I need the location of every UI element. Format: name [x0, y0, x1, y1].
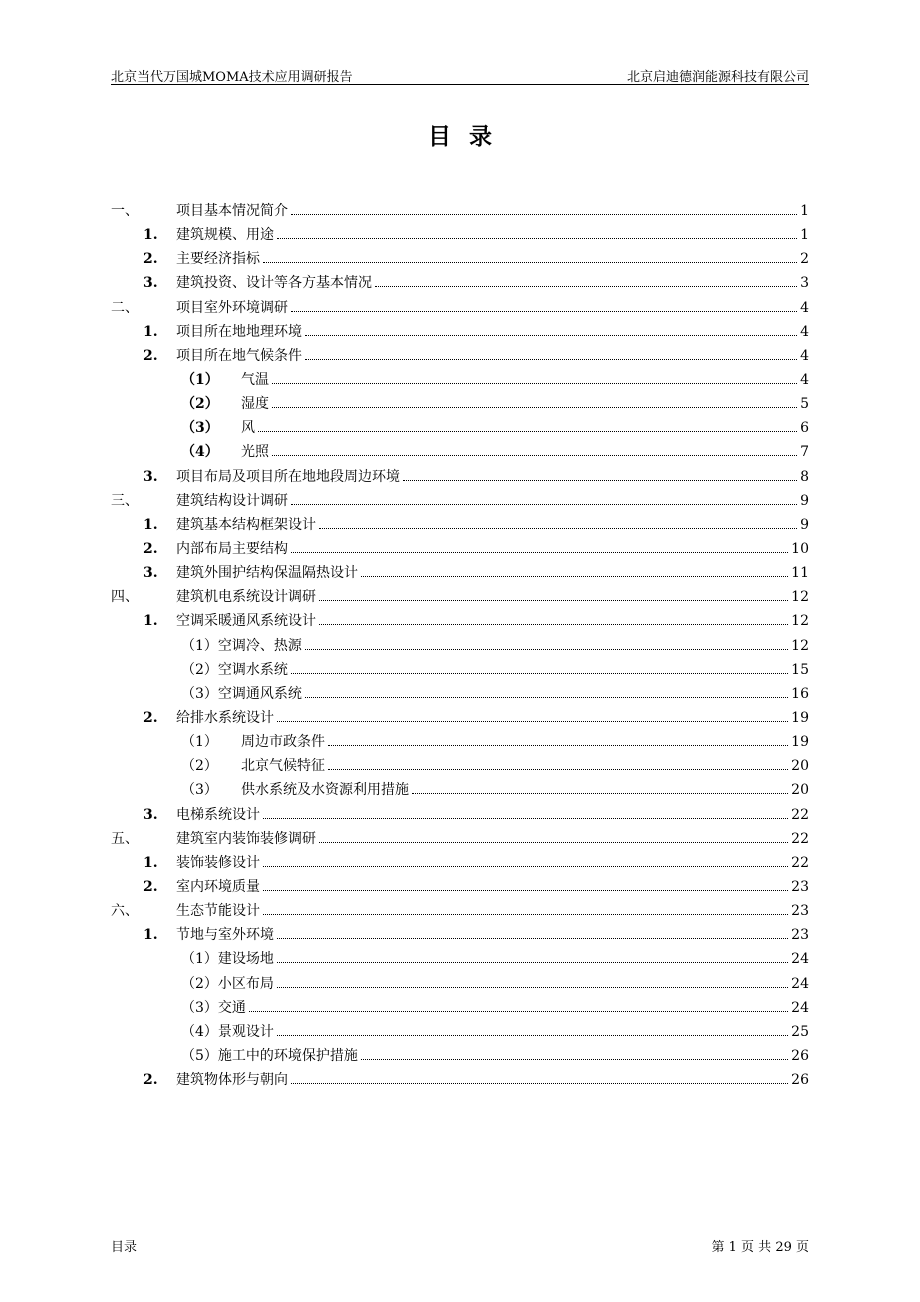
toc-entry-title: 湿度	[241, 396, 269, 413]
toc-dot-leader	[263, 852, 788, 867]
toc-entry-title: 项目布局及项目所在地地段周边环境	[176, 468, 400, 485]
toc-entry-number: 2.	[143, 878, 158, 895]
toc-entry-title: 建筑投资、设计等各方基本情况	[176, 275, 372, 292]
toc-dot-leader	[361, 1045, 788, 1060]
toc-entry-page: 4	[800, 371, 809, 388]
toc-entry[interactable]	[111, 997, 809, 1021]
toc-entry-title: 装饰装修设计	[176, 854, 260, 871]
toc-entry-page: 23	[791, 878, 809, 895]
toc-entry-page: 4	[800, 347, 809, 364]
toc-dot-leader	[258, 417, 797, 432]
toc-entry-number: （2）	[181, 396, 219, 413]
toc-dot-leader	[263, 804, 788, 819]
toc-entry-title: 建筑规模、用途	[176, 227, 274, 244]
page-title: 目录	[428, 123, 510, 150]
toc-dot-leader	[291, 490, 797, 505]
toc-entry-number: 1.	[143, 323, 158, 340]
header-report-title: 北京当代万国城MOMA技术应用调研报告	[111, 70, 353, 85]
toc-entry[interactable]	[111, 876, 809, 900]
toc-entry[interactable]	[111, 345, 809, 369]
toc-dot-leader	[277, 707, 788, 722]
toc-entry[interactable]	[111, 200, 809, 224]
toc-entry[interactable]	[111, 417, 809, 441]
toc-dot-leader	[319, 514, 797, 529]
toc-dot-leader	[305, 345, 797, 360]
toc-entry-title: （3）交通	[181, 999, 246, 1016]
toc-entry-number: 1.	[143, 227, 158, 244]
toc-entry-page: 6	[800, 420, 809, 437]
toc-dot-leader	[291, 1069, 788, 1084]
toc-entry-number: 四、	[111, 589, 139, 606]
toc-entry-title: （2）小区布局	[181, 975, 274, 992]
toc-entry-page: 20	[791, 782, 809, 799]
toc-entry-number: 三、	[111, 492, 139, 509]
toc-entry-title: 北京气候特征	[241, 758, 325, 775]
toc-entry-page: 1	[800, 227, 809, 244]
toc-entry-page: 24	[791, 975, 809, 992]
toc-entry-page: 4	[800, 299, 809, 316]
toc-dot-leader	[305, 683, 788, 698]
toc-entry[interactable]	[111, 683, 809, 707]
toc-entry-number: 五、	[111, 830, 139, 847]
toc-entry-page: 22	[791, 806, 809, 823]
toc-entry-page: 9	[800, 492, 809, 509]
toc-entry[interactable]	[111, 321, 809, 345]
toc-entry-title: 建筑外围护结构保温隔热设计	[176, 565, 358, 582]
toc-entry-number: 3.	[143, 806, 158, 823]
toc-dot-leader	[319, 586, 788, 601]
toc-entry-page: 9	[800, 516, 809, 533]
toc-entry-title: 项目所在地地理环境	[176, 323, 302, 340]
toc-dot-leader	[272, 441, 797, 456]
toc-entry[interactable]	[111, 538, 809, 562]
toc-entry[interactable]	[111, 441, 809, 465]
toc-entry[interactable]	[111, 948, 809, 972]
toc-entry-page: 8	[800, 468, 809, 485]
toc-entry-title: 供水系统及水资源利用措施	[241, 782, 409, 799]
toc-dot-leader	[263, 900, 788, 915]
toc-entry-page: 23	[791, 903, 809, 920]
toc-dot-leader	[277, 973, 788, 988]
toc-entry-title: 建筑结构设计调研	[176, 492, 288, 509]
toc-entry[interactable]	[111, 224, 809, 248]
toc-dot-leader	[291, 297, 797, 312]
toc-entry[interactable]	[111, 924, 809, 948]
toc-entry-number: （4）	[181, 444, 219, 461]
toc-entry[interactable]	[111, 586, 809, 610]
toc-entry[interactable]	[111, 731, 809, 755]
toc-entry-number: 3.	[143, 468, 158, 485]
toc-entry-title: 空调采暖通风系统设计	[176, 613, 316, 630]
toc-entry[interactable]	[111, 1021, 809, 1045]
toc-dot-leader	[263, 248, 797, 263]
footer-page-number: 第 1 页 共 29 页	[711, 1240, 809, 1255]
toc-entry-title: 项目基本情况简介	[176, 203, 288, 219]
toc-entry[interactable]	[111, 490, 809, 514]
toc-entry-title: 内部布局主要结构	[176, 540, 288, 557]
toc-dot-leader	[319, 828, 788, 843]
toc-entry-number: 二、	[111, 299, 139, 316]
footer-section-label: 目录	[111, 1240, 138, 1255]
toc-entry-number: （1）	[181, 371, 219, 388]
toc-dot-leader	[375, 272, 797, 287]
toc-dot-leader	[403, 466, 797, 481]
toc-entry-page: 16	[791, 685, 809, 702]
toc-entry[interactable]	[111, 272, 809, 296]
toc-entry-page: 15	[791, 661, 809, 678]
toc-entry-title: 光照	[241, 444, 269, 461]
toc-entry-title: 生态节能设计	[176, 903, 260, 920]
toc-entry-number: 3.	[143, 565, 158, 582]
toc-dot-leader	[328, 731, 788, 746]
toc-entry-page: 25	[791, 1023, 809, 1040]
toc-entry-page: 4	[800, 323, 809, 340]
toc-entry-number: （3）	[181, 782, 218, 799]
toc-entry-page: 22	[791, 854, 809, 871]
toc-entry-number: （1）	[181, 734, 218, 751]
toc-entry-title: 建筑物体形与朝向	[176, 1072, 288, 1089]
toc-entry[interactable]	[111, 514, 809, 538]
toc-entry-page: 26	[791, 1047, 809, 1064]
toc-entry-title: 风	[241, 420, 255, 437]
toc-entry-number: 1.	[143, 516, 158, 533]
toc-entry-page: 12	[791, 613, 809, 630]
toc-entry-number: 2.	[143, 709, 158, 726]
toc-entry-title: 建筑室内装饰装修调研	[176, 830, 316, 847]
toc-entry-number: 1.	[143, 854, 158, 871]
toc-entry-page: 2	[800, 251, 809, 268]
toc-entry[interactable]	[111, 900, 809, 924]
toc-entry-page: 5	[800, 396, 809, 413]
toc-dot-leader	[305, 321, 797, 336]
toc-entry[interactable]	[111, 297, 809, 321]
table-of-contents	[111, 200, 809, 1093]
toc-entry[interactable]	[111, 369, 809, 393]
toc-dot-leader	[291, 659, 788, 674]
toc-entry-number: 六、	[111, 903, 139, 920]
toc-dot-leader	[277, 924, 788, 939]
toc-entry-number: 2.	[143, 1072, 158, 1089]
toc-entry-page: 24	[791, 951, 809, 968]
toc-entry[interactable]	[111, 804, 809, 828]
toc-entry-title: 给排水系统设计	[176, 709, 274, 726]
toc-entry[interactable]	[111, 659, 809, 683]
toc-entry-number: 一、	[111, 203, 139, 219]
toc-entry-number: 1.	[143, 613, 158, 630]
toc-entry[interactable]	[111, 562, 809, 586]
toc-entry-page: 3	[800, 275, 809, 292]
toc-dot-leader	[277, 948, 788, 963]
toc-entry-title: 项目所在地气候条件	[176, 347, 302, 364]
toc-entry-title: （1）建设场地	[181, 951, 274, 968]
toc-entry[interactable]	[111, 707, 809, 731]
toc-dot-leader	[272, 369, 797, 384]
toc-dot-leader	[263, 876, 788, 891]
toc-dot-leader	[277, 224, 797, 239]
toc-entry-title: 建筑机电系统设计调研	[176, 589, 316, 606]
toc-entry[interactable]	[111, 755, 809, 779]
toc-entry[interactable]	[111, 610, 809, 634]
toc-entry-page: 26	[791, 1072, 809, 1089]
toc-entry-number: 3.	[143, 275, 158, 292]
toc-dot-leader	[291, 200, 797, 215]
toc-entry-title: 建筑基本结构框架设计	[176, 516, 316, 533]
toc-entry-title: 室内环境质量	[176, 878, 260, 895]
toc-entry-title: （5）施工中的环境保护措施	[181, 1047, 358, 1064]
toc-dot-leader	[412, 779, 788, 794]
toc-entry[interactable]	[111, 779, 809, 803]
toc-entry-title: （2）空调水系统	[181, 661, 288, 678]
toc-entry-title: 气温	[241, 371, 269, 388]
toc-entry-number: 2.	[143, 540, 158, 557]
toc-entry-number: 2.	[143, 347, 158, 364]
toc-entry-page: 12	[791, 637, 809, 654]
toc-dot-leader	[291, 538, 788, 553]
toc-entry-title: 周边市政条件	[241, 734, 325, 751]
toc-entry-page: 11	[791, 565, 809, 582]
toc-entry[interactable]	[111, 248, 809, 272]
toc-entry-title: （4）景观设计	[181, 1023, 274, 1040]
toc-entry[interactable]	[111, 1045, 809, 1069]
toc-entry[interactable]	[111, 828, 809, 852]
toc-entry-title: 主要经济指标	[176, 251, 260, 268]
toc-entry-page: 23	[791, 927, 809, 944]
toc-entry[interactable]	[111, 1069, 809, 1093]
toc-entry-title: 项目室外环境调研	[176, 299, 288, 316]
header-company-name: 北京启迪德润能源科技有限公司	[626, 70, 809, 85]
toc-entry-number: （2）	[181, 758, 218, 775]
toc-entry[interactable]	[111, 393, 809, 417]
toc-dot-leader	[328, 755, 788, 770]
toc-dot-leader	[319, 610, 788, 625]
toc-dot-leader	[249, 997, 788, 1012]
toc-entry-page: 1	[800, 203, 809, 219]
toc-entry-title: （3）空调通风系统	[181, 685, 302, 702]
toc-entry-page: 19	[791, 734, 809, 751]
toc-entry-page: 19	[791, 709, 809, 726]
toc-dot-leader	[277, 1021, 788, 1036]
toc-entry-page: 24	[791, 999, 809, 1016]
toc-entry-title: 节地与室外环境	[176, 927, 274, 944]
toc-entry[interactable]	[111, 852, 809, 876]
toc-dot-leader	[272, 393, 797, 408]
toc-entry-title: 电梯系统设计	[176, 806, 260, 823]
toc-entry-page: 20	[791, 758, 809, 775]
toc-entry-number: 2.	[143, 251, 158, 268]
toc-entry[interactable]	[111, 973, 809, 997]
toc-dot-leader	[361, 562, 788, 577]
toc-entry-page: 12	[791, 589, 809, 606]
toc-entry-title: （1）空调冷、热源	[181, 637, 302, 654]
toc-dot-leader	[305, 635, 788, 650]
toc-entry-number: 1.	[143, 927, 158, 944]
toc-entry[interactable]	[111, 466, 809, 490]
toc-entry-page: 10	[791, 540, 809, 557]
toc-entry[interactable]	[111, 635, 809, 659]
page-header	[111, 64, 809, 85]
toc-entry-page: 7	[800, 444, 809, 461]
toc-entry-page: 22	[791, 830, 809, 847]
toc-entry-number: （3）	[181, 420, 219, 437]
